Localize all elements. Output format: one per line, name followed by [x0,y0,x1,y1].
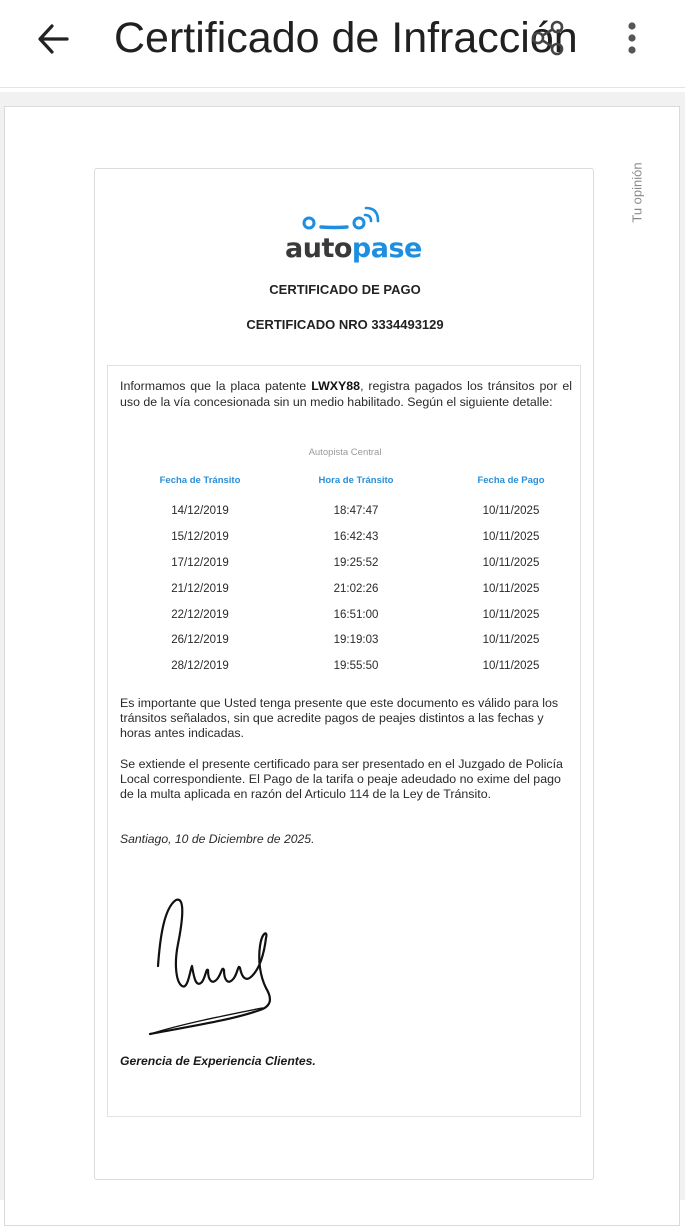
more-vertical-icon [627,21,637,55]
transit-date-cell: 15/12/2019 [171,531,229,543]
transit-time-cell: 19:25:52 [333,557,379,569]
back-button[interactable] [28,16,78,62]
logo-wordmark [285,233,422,264]
payment-date-cell: 10/11/2025 [482,609,540,621]
signer-name: Gerencia de Experiencia Clientes. [120,1054,316,1068]
table-row [108,531,582,551]
column-header-payment-date: Fecha de Pago [477,475,545,486]
certificate-number: CERTIFICADO NRO 3334493129 [246,317,444,332]
certificate-card [94,168,594,1180]
court-notice: Se extiende el presente certificado para ser presentado en el Juzgado de Policía Local correspondiente. El Pago de la tarifa o peaje adeudado no exime del pago de la multa aplicada en razón del Articulo 114 de la Ley de Tránsito. [120,757,563,801]
transit-time-cell: 19:19:03 [333,634,379,646]
feedback-tab[interactable] [627,155,647,235]
highway-name: Autopista Central [308,447,382,458]
payment-date-cell: 10/11/2025 [482,583,540,595]
share-icon [529,19,567,57]
transit-date-cell: 28/12/2019 [171,660,229,672]
table-row [108,583,582,603]
payment-date-cell: 10/11/2025 [482,557,540,569]
table-row [108,557,582,577]
payment-date-cell: 10/11/2025 [482,505,540,517]
transit-date-cell: 22/12/2019 [171,609,229,621]
intro-text-end: , registra pagados los tránsitos por el uso de la vía concesionada sin un medio habilitado. Según el siguiente detalle: [120,379,572,409]
certificate-detail [107,365,581,1117]
transit-time-cell: 21:02:26 [333,583,379,595]
handwritten-signature [142,894,292,1042]
transit-time-cell: 16:51:00 [333,609,379,621]
share-button[interactable] [524,14,572,62]
more-options-button[interactable] [612,14,652,62]
transit-time-cell: 19:55:50 [333,660,379,672]
arrow-back-icon [35,21,71,57]
table-row [108,634,582,654]
transit-date-cell: 14/12/2019 [171,505,229,517]
license-plate: LWXY88 [311,379,361,393]
column-header-transit-time: Hora de Tránsito [318,475,394,486]
table-row [108,609,582,629]
feedback-label: Tu opinión [629,162,645,223]
transit-date-cell: 21/12/2019 [171,583,229,595]
intro-paragraph [120,378,572,410]
place-and-date: Santiago, 10 de Diciembre de 2025. [120,832,315,846]
autopase-logo [285,201,422,264]
transit-time-cell: 16:42:43 [333,531,379,543]
logo-word-pase: pase [351,233,422,264]
payment-date-cell: 10/11/2025 [482,660,540,672]
intro-text-start: Informamos que la placa patente [120,379,312,393]
transit-time-cell: 18:47:47 [333,505,379,517]
transit-date-cell: 26/12/2019 [171,634,229,646]
validity-notice: Es importante que Usted tenga presente que este documento es válido para los tránsitos señalados, sin que acredite pagos de peajes distintos a las fechas y horas antes indicadas. [120,696,559,740]
transit-date-cell: 17/12/2019 [171,557,229,569]
payment-date-cell: 10/11/2025 [482,634,540,646]
table-row [108,505,582,525]
page-title: Certificado de Infracción [114,14,578,62]
payment-date-cell: 10/11/2025 [482,531,540,543]
column-header-transit-date: Fecha de Tránsito [159,475,241,486]
app-bar [0,0,685,88]
certificate-title: CERTIFICADO DE PAGO [269,282,421,297]
logo-word-auto: auto [285,233,352,264]
logo-mark-icon [285,201,405,235]
table-row [108,660,582,680]
